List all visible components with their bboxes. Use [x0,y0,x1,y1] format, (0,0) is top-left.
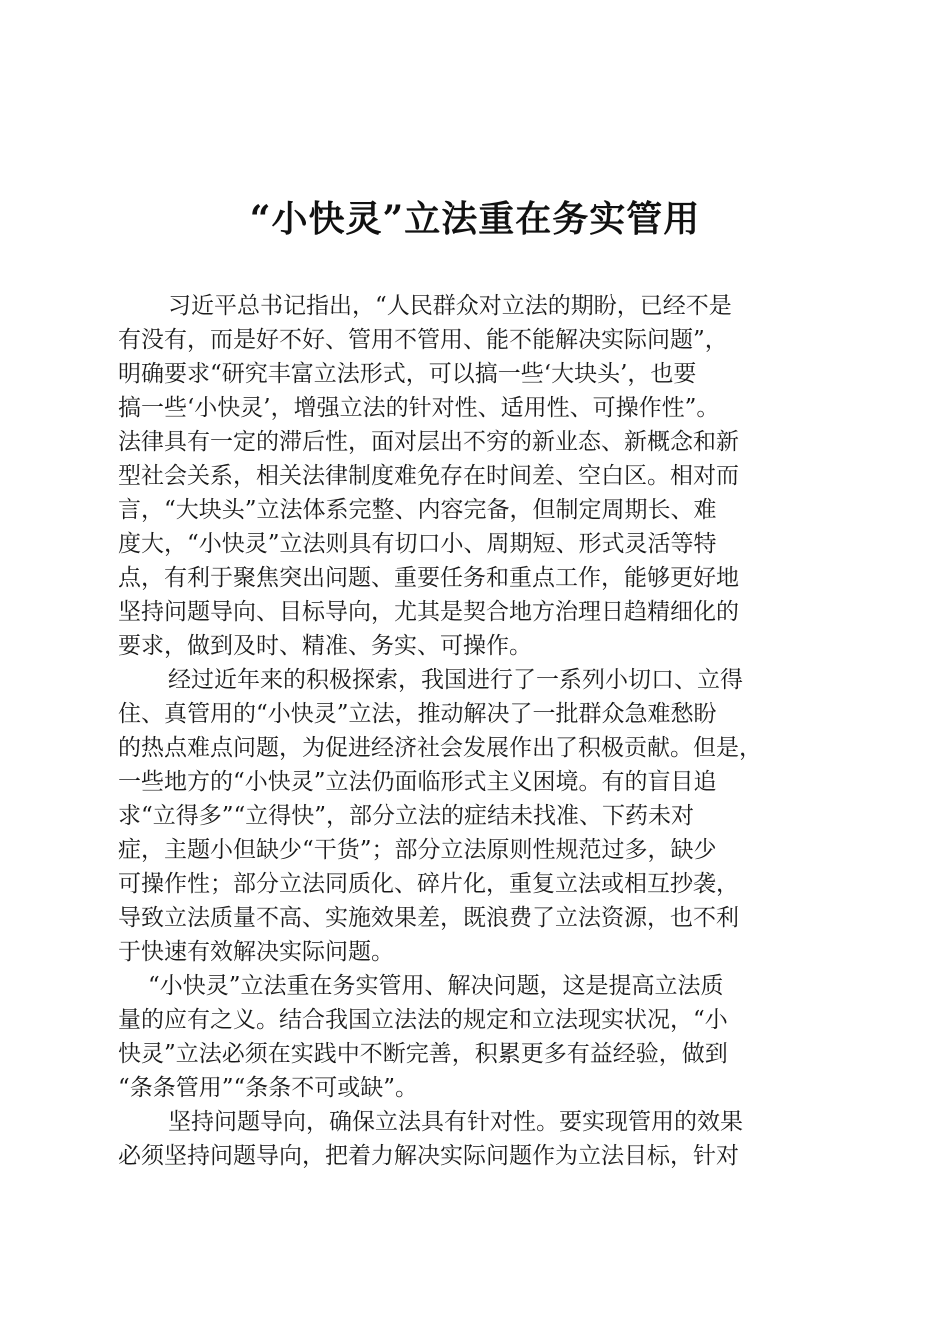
document-body [118,289,832,1173]
paragraph-line: 住、真管用的“小快灵”立法，推动解决了一批群众急难愁盼 [118,701,717,727]
paragraph-line: 度大，“小快灵”立法则具有切口小、周期短、形式灵活等特 [118,531,717,557]
paragraph-line: 量的应有之义。结合我国立法法的规定和立法现实状况，“小 [118,1007,728,1033]
paragraph-line: 可操作性；部分立法同质化、碎片化，重复立法或相互抄袭， [118,871,739,897]
paragraph-line: 型社会关系，相关法律制度难免存在时间差、空白区。相对而 [118,463,739,489]
paragraph-line: 求“立得多”“立得快”，部分立法的症结未找准、下药未对 [118,803,695,829]
paragraph-2 [118,663,832,969]
paragraph-1 [118,289,832,663]
paragraph-line: 的热点难点问题，为促进经济社会发展作出了积极贡献。但是， [118,735,762,761]
paragraph-line: “小快灵”立法重在务实管用、解决问题，这是提高立法质 [148,973,724,999]
paragraph-line: 于快速有效解决实际问题。 [118,939,394,965]
paragraph-line: 搞一些‘小快灵’，增强立法的针对性、适用性、可操作性”。 [118,395,720,421]
paragraph-line: 快灵”立法必须在实践中不断完善，积累更多有益经验，做到 [118,1041,728,1067]
paragraph-line: 明确要求“研究丰富立法形式，可以搞一些‘大块头’，也要 [118,361,697,387]
paragraph-3 [118,969,832,1105]
paragraph-line: 坚持问题导向，确保立法具有针对性。要实现管用的效果 [168,1109,743,1135]
paragraph-line: 坚持问题导向、目标导向，尤其是契合地方治理日趋精细化的 [118,599,739,625]
document-title: “小快灵”立法重在务实管用 [249,198,701,240]
paragraph-line: 导致立法质量不高、实施效果差，既浪费了立法资源，也不利 [118,905,739,931]
paragraph-line: 法律具有一定的滞后性，面对层出不穷的新业态、新概念和新 [118,429,739,455]
paragraph-line: 点，有利于聚焦突出问题、重要任务和重点工作，能够更好地 [118,565,739,591]
paragraph-4 [118,1105,832,1173]
paragraph-line: 要求，做到及时、精准、务实、可操作。 [118,633,532,659]
paragraph-line: 症，主题小但缺少“干货”；部分立法原则性规范过多，缺少 [118,837,717,863]
paragraph-line: 习近平总书记指出，“人民群众对立法的期盼，已经不是 [168,293,732,319]
paragraph-line: “条条管用”“条条不可或缺”。 [118,1075,419,1101]
paragraph-line: 必须坚持问题导向，把着力解决实际问题作为立法目标，针对 [118,1143,739,1169]
paragraph-line: 有没有，而是好不好、管用不管用、能不能解决实际问题”， [118,327,728,353]
paragraph-line: 经过近年来的积极探索，我国进行了一系列小切口、立得 [168,667,743,693]
paragraph-line: 一些地方的“小快灵”立法仍面临形式主义困境。有的盲目追 [118,769,717,795]
paragraph-line: 言，“大块头”立法体系完整、内容完备，但制定周期长、难 [118,497,717,523]
